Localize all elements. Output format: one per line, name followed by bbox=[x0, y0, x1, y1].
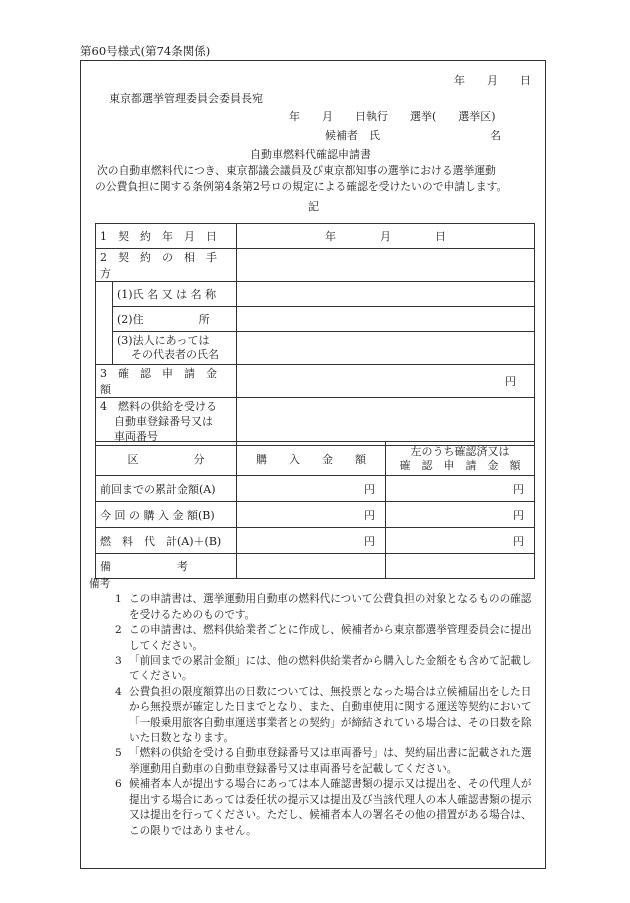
header-kubun: 区 分 bbox=[96, 442, 237, 476]
contract-table bbox=[95, 223, 535, 446]
date-line: 年 月 日 bbox=[454, 74, 531, 87]
row-label: 燃 料 代 計(A)＋(B) bbox=[96, 528, 237, 554]
representative-value bbox=[237, 332, 535, 365]
name-value bbox=[237, 282, 535, 307]
counterparty-label: 2 契 約 の 相 手 方 bbox=[96, 249, 237, 282]
form-frame bbox=[80, 60, 546, 869]
note-item: 3 「前回までの累計金額」には、他の燃料供給業者から購入した金額をも含めて記載してください。 bbox=[115, 655, 532, 683]
note-item: 2 この申請書は、燃料供給業者ごとに作成し、候補者から東京都選挙管理委員会に提出してください。 bbox=[115, 624, 532, 652]
election-line: 年 月 日執行 選挙( 選挙区) bbox=[289, 110, 496, 123]
row-purchase-unit: 円 bbox=[237, 476, 386, 502]
note-item: 6 候補者本人が提出する場合にあっては本人確認書類の提示又は提出を、その代理人が提出する場合にあっては委任状の提示又は提出及び当該代理人の本人確認書類の提示又は提出を行ってください。ただし、候補者本人の署名その他の措置がある場合は、この限りではありません。 bbox=[115, 778, 532, 837]
representative-label: (3)法人にあっては その代表者の氏名 bbox=[113, 332, 237, 365]
notes-section bbox=[89, 577, 535, 839]
body-text-1: 次の自動車燃料代につき、東京都議会議員及び東京都知事の選挙における選挙運動 bbox=[97, 164, 496, 177]
remarks-value bbox=[237, 554, 386, 579]
body-text-2: の公費負担に関する条例第4条第2号ロの規定による確認を受けたいので申請します。 bbox=[95, 180, 508, 193]
note-item: 5 「燃料の供給を受ける自動車登録番号又は車両番号」は、契約届出書に記載された選挙運動用自動車の自動車登録番号又は車両番号を記載してください。 bbox=[115, 747, 532, 775]
header-confirmed-amount: 左のうち確認済又は 確 認 申 請 金 額 bbox=[386, 442, 535, 476]
vehicle-number-label: 4 燃料の供給を受ける 自動車登録番号又は 車両番号 bbox=[96, 398, 237, 446]
row-purchase-unit: 円 bbox=[237, 528, 386, 554]
addressee: 東京都選挙管理委員会委員長宛 bbox=[109, 92, 263, 105]
header-purchase-amount: 購 入 金 額 bbox=[237, 442, 386, 476]
contract-date-label: 1 契 約 年 月 日 bbox=[96, 224, 237, 249]
remarks-value bbox=[386, 554, 535, 579]
document-title: 自動車燃料代確認申請書 bbox=[250, 148, 371, 161]
counterparty-value bbox=[237, 249, 535, 282]
requested-amount-label: 3 確 認 申 請 金 額 bbox=[96, 365, 237, 398]
remarks-label: 備 考 bbox=[96, 554, 237, 579]
row-label: 前回までの累計金額(A) bbox=[96, 476, 237, 502]
row-confirmed-unit: 円 bbox=[386, 528, 535, 554]
row-label: 今 回 の 購 入 金 額(B) bbox=[96, 502, 237, 528]
row-purchase-unit: 円 bbox=[237, 502, 386, 528]
address-value bbox=[237, 307, 535, 332]
name-label: (1)氏 名 又 は 名 称 bbox=[113, 282, 237, 307]
note-item: 4 公費負担の限度額算出の日数については、無投票となった場合は立候補届出をした日から無投票が確定した日までとなり、また、自動車使用に関する運送等契約において「一般乗用旅客自動車運送事業者との契約」が締結されている場合は、その日数を除いた日数となります。 bbox=[115, 685, 532, 745]
indent-cell bbox=[96, 282, 113, 365]
candidate-name-line: 候補者 氏 名 bbox=[325, 129, 501, 142]
requested-amount-value: 円 bbox=[237, 365, 535, 398]
address-label: (2)住 所 bbox=[113, 307, 237, 332]
vehicle-number-value bbox=[237, 398, 535, 446]
note-item: 1 この申請書は、選挙運動用自動車の燃料代について公費負担の対象となるものの確認を受けるためのものです。 bbox=[115, 593, 532, 621]
form-number: 第60号様式(第74条関係) bbox=[80, 44, 211, 58]
row-confirmed-unit: 円 bbox=[386, 476, 535, 502]
ki-marker: 記 bbox=[308, 200, 319, 213]
row-confirmed-unit: 円 bbox=[386, 502, 535, 528]
notes-heading: 備考 bbox=[89, 578, 111, 590]
contract-date-value: 年 月 日 bbox=[237, 224, 535, 249]
amount-table bbox=[95, 441, 535, 579]
